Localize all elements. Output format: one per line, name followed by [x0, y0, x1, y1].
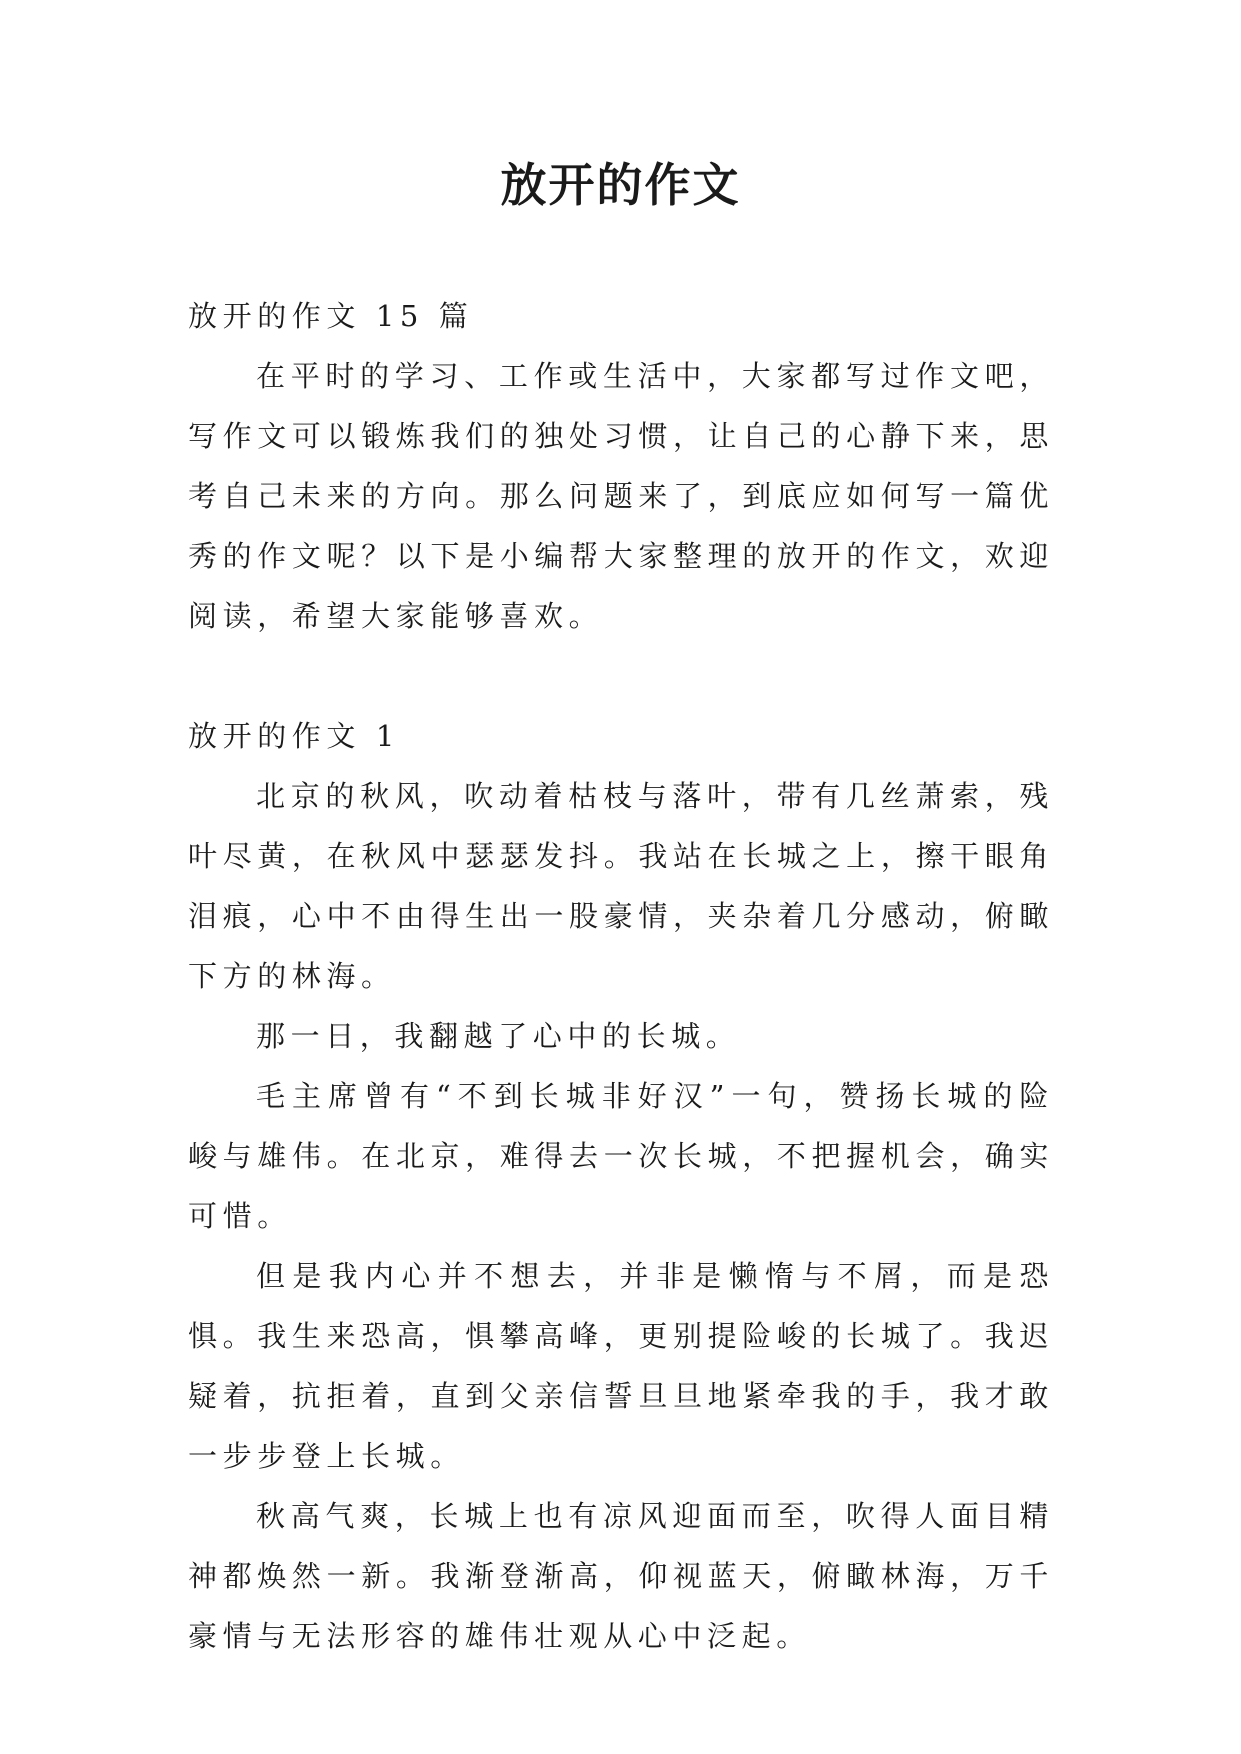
- body-paragraph: 毛主席曾有“不到长城非好汉”一句，赞扬长城的险峻与雄伟。在北京，难得去一次长城，不把握机会，确实可惜。: [188, 1079, 1054, 1233]
- body-paragraph: 北京的秋风，吹动着枯枝与落叶，带有几丝萧索，残叶尽黄，在秋风中瑟瑟发抖。我站在长城之上，擦干眼角泪痕，心中不由得生出一股豪情，夹杂着几分感动，俯瞰下方的林海。: [188, 779, 1054, 993]
- body-paragraph: 秋高气爽，长城上也有凉风迎面而至，吹得人面目精神都焕然一新。我渐登渐高，仰视蓝天，俯瞰林海，万千豪情与无法形容的雄伟壮观从心中泛起。: [188, 1499, 1054, 1653]
- section-spacer: [188, 646, 1054, 706]
- section-heading: 放开的作文 1: [188, 719, 400, 753]
- document-title: 放开的作文: [500, 158, 741, 212]
- intro-heading: 放开的作文 15 篇: [188, 299, 474, 333]
- document-body: [188, 286, 1054, 1666]
- intro-paragraph: 在平时的学习、工作或生活中，大家都写过作文吧，写作文可以锻炼我们的独处习惯，让自己的心静下来，思考自己未来的方向。那么问题来了，到底应如何写一篇优秀的作文呢？以下是小编帮大家整理的放开的作文，欢迎阅读，希望大家能够喜欢。: [188, 359, 1054, 633]
- body-paragraph: 那一日，我翻越了心中的长城。: [256, 1019, 741, 1053]
- body-paragraph: 但是我内心并不想去，并非是懒惰与不屑，而是恐惧。我生来恐高，惧攀高峰，更别提险峻的长城了。我迟疑着，抗拒着，直到父亲信誓旦旦地紧牵我的手，我才敢一步步登上长城。: [188, 1259, 1054, 1473]
